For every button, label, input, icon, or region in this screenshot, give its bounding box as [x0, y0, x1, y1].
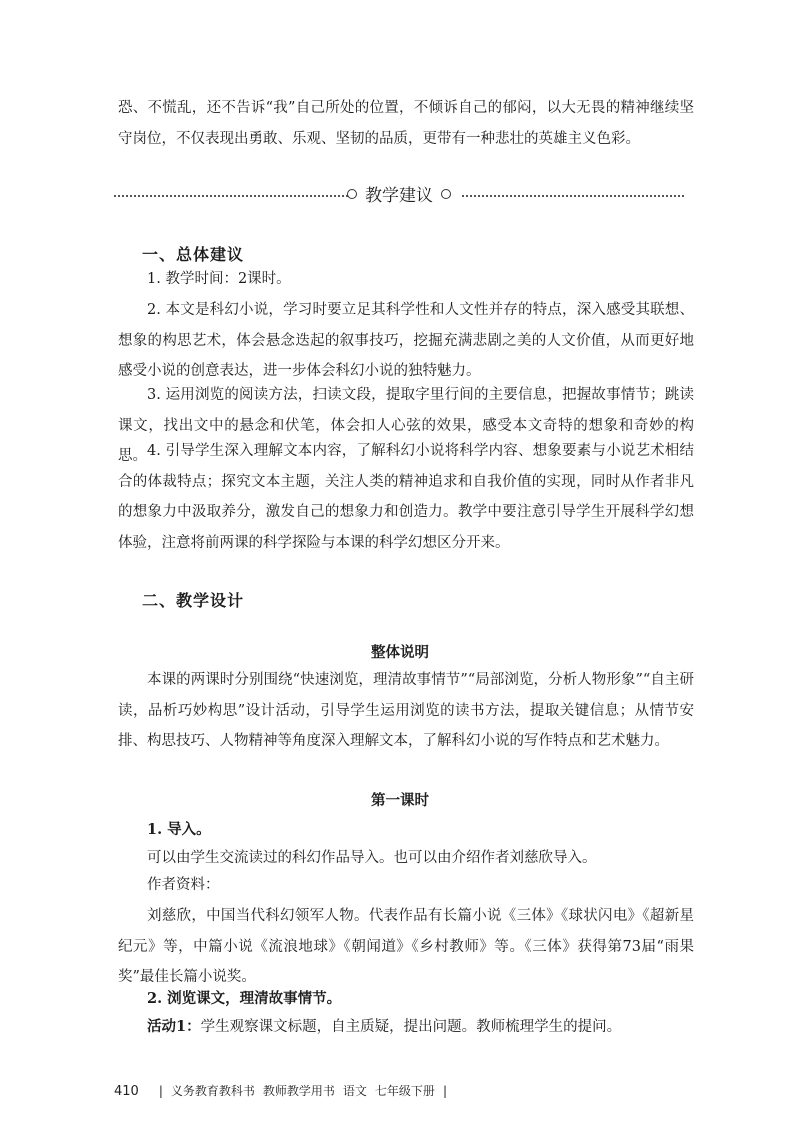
intro-paragraph: 恐、不慌乱，还不告诉“我”自己所处的位置，不倾诉自己的郁闷，以大无畏的精神继续坚守岗位，不仅表现出勇敢、乐观、坚韧的品质，更带有一种悲壮的英雄主义色彩。: [118, 100, 694, 147]
footer-book-type: 教师教学用书: [262, 1084, 335, 1098]
banner-dotted-line-right: [462, 195, 684, 197]
page-footer: [114, 1082, 447, 1101]
page-number: 410: [114, 1084, 139, 1099]
section1-item-2: 2. 本文是科幻小说，学习时要立足其科学性和人文性并存的特点，深入感受其联想、想象的构思艺术，体会悬念迭起的叙事技巧，挖掘充满悲剧之美的人文价值，从而更好地感受小说的创意表达，进一步体会科幻小说的独特魅力。: [118, 302, 694, 379]
activity1-paragraph: [118, 1012, 694, 1043]
section1-item-4: 4. 引导学生深入理解文本内容，了解科幻小说将科学内容、想象要素与小说艺术相结合的体裁特点；探究文本主题，关注人类的精神追求和自我价值的实现，同时从作者非凡的想象力中汲取养分，激发自己的想象力和创造力。教学中要注意引导学生开展科学幻想体验，注意将前两课的科学探险与本课的科学幻想区分开来。: [118, 443, 694, 551]
section1-heading: 一、总体建议: [142, 245, 245, 264]
lesson1-title: 第一课时: [371, 792, 429, 809]
activity1-text: 学生观察课文标题，自主质疑，提出问题。教师梳理学生的提问。: [200, 1019, 622, 1035]
step1-text: 可以由学生交流读过的科幻作品导入。也可以由介绍作者刘慈欣导入。: [147, 850, 597, 866]
footer-grade: 七年级下册: [374, 1084, 435, 1098]
activity1-label: 活动1：: [147, 1018, 201, 1035]
footer-divider: |: [442, 1084, 447, 1098]
overview-title: 整体说明: [371, 644, 429, 661]
section1-item-1: 1. 教学时间：2课时。: [147, 271, 291, 287]
step1-heading: 1. 导入。: [147, 821, 211, 838]
author-label: 作者资料：: [147, 877, 220, 893]
banner-title: 教学建议: [365, 186, 433, 206]
ring-icon: [441, 189, 451, 199]
footer-subject: 语文: [342, 1084, 367, 1098]
ring-icon: [347, 189, 357, 199]
footer-divider: |: [158, 1084, 163, 1098]
section1-item-3: 3. 运用浏览的阅读方法，扫读文段，提取字里行间的主要信息，把握故事情节；跳读课文，找出文中的悬念和伏笔，体会扣人心弦的效果，感受本文奇特的想象和奇妙的构思。: [118, 387, 694, 464]
overview-text: 本课的两课时分别围绕“快速浏览，理清故事情节”“局部浏览，分析人物形象”“自主研读，品析巧妙构思”设计活动，引导学生运用浏览的读书方法，提取关键信息；从情节安排、构思技巧、人物精神等角度深入理解文本，了解科幻小说的写作特点和艺术魅力。: [118, 672, 694, 749]
author-text: 刘慈欣，中国当代科幻领军人物。代表作品有长篇小说《三体》《球状闪电》《超新星纪元》等，中篇小说《流浪地球》《朝闻道》《乡村教师》等。《三体》获得第73届“雨果奖”最佳长篇小说奖。: [118, 908, 694, 985]
section-banner: [114, 183, 684, 209]
section2-heading: 二、教学设计: [142, 591, 245, 610]
step2-heading: 2. 浏览课文，理清故事情节。: [147, 990, 342, 1007]
footer-series: 义务教育教科书: [170, 1084, 255, 1098]
